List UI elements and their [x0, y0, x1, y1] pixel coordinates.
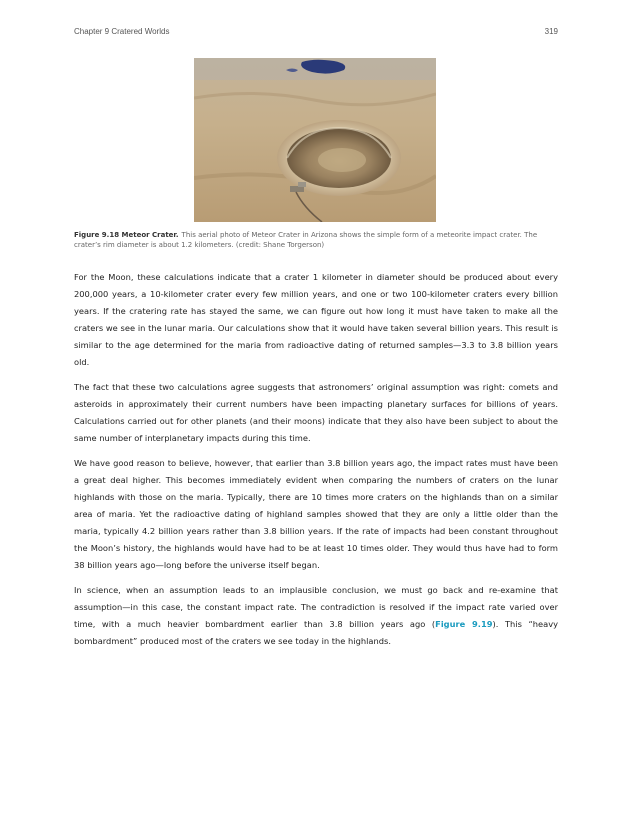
paragraph: [74, 582, 558, 650]
paragraph-text-end: ). This “heavy bombardment” produced most of the craters we see today in the highlands.: [74, 619, 559, 646]
body-text: [74, 269, 558, 658]
caption-text: This aerial photo of Meteor Crater in Arizona shows the simple form of a meteorite impact crater. The crater’s rim diameter is about 1.2 kilometers. (credit: Shane Torgerson): [74, 231, 538, 249]
running-header: [74, 27, 558, 39]
paragraph: For the Moon, these calculations indicate that a crater 1 kilometer in diameter should be produced about every 200,000 years, a 10-kilometer crater every few million years, and one or two 100-kilometer craters every billion years. If the cratering rate has stayed the same, we can figure out how long it must have taken to make all the craters we see in the lunar maria. Our calculations show that it would have taken several billion years. This result is similar to the age determined for the maria from radioactive dating of returned samples—3.3 to 3.8 billion years old.: [74, 272, 558, 367]
meteor-crater-photo: [194, 58, 436, 222]
chapter-title: Chapter 9 Cratered Worlds: [74, 27, 170, 36]
paragraph: We have good reason to believe, however, that earlier than 3.8 billion years ago, the impact rates must have been a great deal higher. This becomes immediately evident when comparing the numbers of craters on the lunar highlands with those on the maria. Typically, there are 10 times more craters on the highlands than on a similar area of maria. Yet the radioactive dating of highland samples showed that they are only a little older than the maria, typically 4.2 billion years rather than 3.8 billion years. If the rate of impacts had been constant throughout the Moon’s history, the highlands would have had to be at least 10 times older. They would thus have had to form 38 billion years ago—long before the universe itself began.: [74, 458, 558, 570]
paragraph: The fact that these two calculations agree suggests that astronomers’ original assumption was right: comets and asteroids in approximately their current numbers have been impacting planetary surfaces for billions of years. Calculations carried out for other planets (and their moons) indicate that they also have been subject to about the same number of interplanetary impacts during this time.: [74, 382, 558, 443]
page-number: 319: [544, 27, 558, 36]
paragraph-text-start: In science, when an assumption leads to an implausible conclusion, we must go back and re-examine that assumption—in this case, the constant impact rate. The contradiction is resolved if the impact rate varied over time, with a much heavier bombardment earlier than 3.8 billion years ago (: [74, 585, 558, 629]
figure-caption: [74, 231, 558, 250]
figure-label: Figure 9.18 Meteor Crater.: [74, 231, 179, 239]
figure-9-19-link[interactable]: Figure 9.19: [435, 619, 493, 629]
